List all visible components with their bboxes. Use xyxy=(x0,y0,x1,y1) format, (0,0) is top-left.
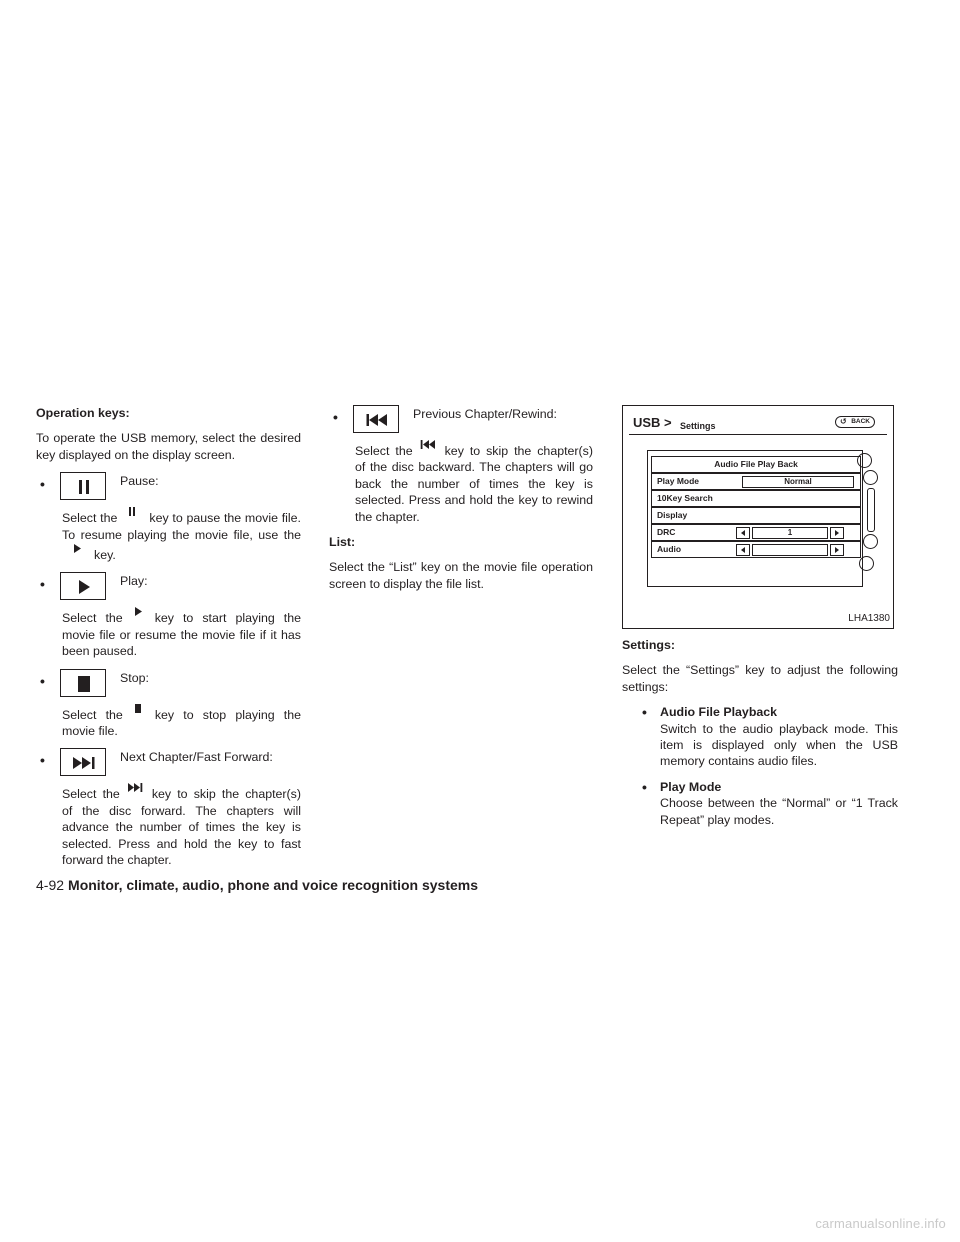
stop-inline-icon xyxy=(127,703,149,716)
menu-row-label: Audio File Play Back xyxy=(714,459,798,469)
page-number: 4-92 xyxy=(36,877,65,893)
play-inline-icon xyxy=(66,543,88,556)
previous-chapter-key-row xyxy=(329,405,593,439)
watermark: carmanualsonline.info xyxy=(815,1215,946,1231)
stop-key-row xyxy=(36,669,301,703)
menu-row-label: DRC xyxy=(657,527,676,537)
figure-title-settings: Settings xyxy=(680,421,716,431)
back-button-label: BACK xyxy=(851,418,870,425)
play-key-row xyxy=(36,572,301,606)
drc-right-arrow-icon xyxy=(830,527,844,539)
audio-value xyxy=(752,544,828,556)
stop-desc-b: key to stop playing the movie file. xyxy=(62,707,301,739)
drc-value: 1 xyxy=(752,527,828,539)
settings-item-title: Audio File Playback xyxy=(660,705,778,720)
page-footer xyxy=(36,877,478,893)
pause-desc-b: key to pause the movie file. To resume playing the movie file, use the xyxy=(62,511,301,542)
stop-key-icon xyxy=(60,669,106,697)
figure-title-usb: USB > xyxy=(633,415,672,430)
previous-chapter-key-label: Previous Chapter/Rewind: xyxy=(413,407,557,421)
previous-chapter-key-icon xyxy=(353,405,399,433)
play-key-description xyxy=(62,606,301,659)
audio-right-arrow-icon xyxy=(830,544,844,556)
menu-row-label: Play Mode xyxy=(657,476,700,486)
column-2 xyxy=(329,405,593,601)
bullet: • xyxy=(40,672,45,689)
list-description: Select the “List” key on the movie file operation screen to display the file list. xyxy=(329,560,593,591)
prev-desc-b: key to skip the chapter(s) of the disc backward. The chapters will go back the number of times the key is selected. Press and hold the key to rewind the chapter. xyxy=(355,444,594,524)
settings-item-text: Choose between the “Normal” or “1 Track Repeat” play modes. xyxy=(660,796,898,827)
next-desc-b: key to skip the chapter(s) of the disc forward. The chapters will advance the number of times the key is selected. Press and hold the key to fast forward the chapter. xyxy=(62,787,302,868)
bullet: • xyxy=(40,476,45,493)
menu-row-play-mode xyxy=(651,473,861,490)
next-inline-icon xyxy=(124,782,146,795)
back-arrow-icon: ↺ xyxy=(840,417,847,426)
figure-code: LHA1380 xyxy=(848,612,890,624)
bullet: • xyxy=(642,778,647,795)
stop-desc-a: Select the xyxy=(62,707,123,722)
pause-key-icon xyxy=(60,472,106,500)
settings-item-play-mode xyxy=(622,779,898,828)
settings-item-title: Play Mode xyxy=(660,779,722,794)
menu-row-10key-search xyxy=(651,490,861,507)
stop-key-label: Stop: xyxy=(120,670,149,685)
menu-row-label: 10Key Search xyxy=(657,493,713,503)
menu-row-display xyxy=(651,507,861,524)
play-mode-value: Normal xyxy=(742,476,854,488)
audio-left-arrow-icon xyxy=(736,544,750,556)
play-key-label: Play: xyxy=(120,574,148,589)
settings-heading: Settings: xyxy=(622,638,676,652)
list-heading: List: xyxy=(329,535,356,550)
next-chapter-key-icon xyxy=(60,748,106,776)
bullet: • xyxy=(40,576,45,593)
operation-keys-heading: Operation keys: xyxy=(36,406,130,420)
drc-left-arrow-icon xyxy=(736,527,750,539)
settings-item-audio-file-playback xyxy=(622,704,898,770)
next-chapter-key-row xyxy=(36,748,301,782)
play-inline-icon xyxy=(127,606,149,619)
menu-row-drc xyxy=(651,524,861,541)
usb-settings-screen-figure xyxy=(622,405,894,629)
title-divider xyxy=(629,434,887,435)
next-chapter-key-label: Next Chapter/Fast Forward: xyxy=(120,750,273,765)
scroll-up-icon xyxy=(863,470,878,485)
scroll-top-icon xyxy=(857,453,872,468)
play-desc-a: Select the xyxy=(62,611,123,626)
previous-chapter-key-description xyxy=(355,439,593,525)
next-chapter-key-description xyxy=(62,782,301,868)
pause-key-row xyxy=(36,472,301,506)
settings-item-text: Switch to the audio playback mode. This item is displayed only when the USB memory contains audio files. xyxy=(660,721,898,769)
play-key-icon xyxy=(60,572,106,600)
next-desc-a: Select the xyxy=(62,787,120,802)
pause-key-label: Pause: xyxy=(120,474,159,489)
pause-desc-a: Select the xyxy=(62,511,118,526)
settings-intro: Select the “Settings” key to adjust the following settings: xyxy=(622,663,898,694)
column-3 xyxy=(622,637,898,837)
bullet: • xyxy=(642,704,647,721)
column-1 xyxy=(36,405,301,878)
menu-row-label: Audio xyxy=(657,544,682,554)
prev-desc-a: Select the xyxy=(355,444,413,458)
operation-keys-intro: To operate the USB memory, select the desired key displayed on the display screen. xyxy=(36,431,301,462)
menu-row-audio-file-play-back xyxy=(651,456,861,473)
play-desc-b: key to start playing the movie file or resume the movie file if it has been paused. xyxy=(62,611,301,659)
pause-key-description xyxy=(62,506,301,563)
back-button xyxy=(835,416,875,428)
chapter-title: Monitor, climate, audio, phone and voice recognition systems xyxy=(68,877,478,893)
prev-inline-icon xyxy=(417,439,439,452)
scroll-down-icon xyxy=(863,534,878,549)
menu-row-label: Display xyxy=(657,510,688,520)
bullet: • xyxy=(333,409,338,425)
scroll-bottom-icon xyxy=(859,556,874,571)
scrollbar-track xyxy=(867,488,875,532)
bullet: • xyxy=(40,752,45,769)
menu-row-audio xyxy=(651,541,861,558)
pause-desc-c: key. xyxy=(94,548,116,563)
stop-key-description xyxy=(62,703,301,740)
pause-inline-icon xyxy=(121,506,143,519)
